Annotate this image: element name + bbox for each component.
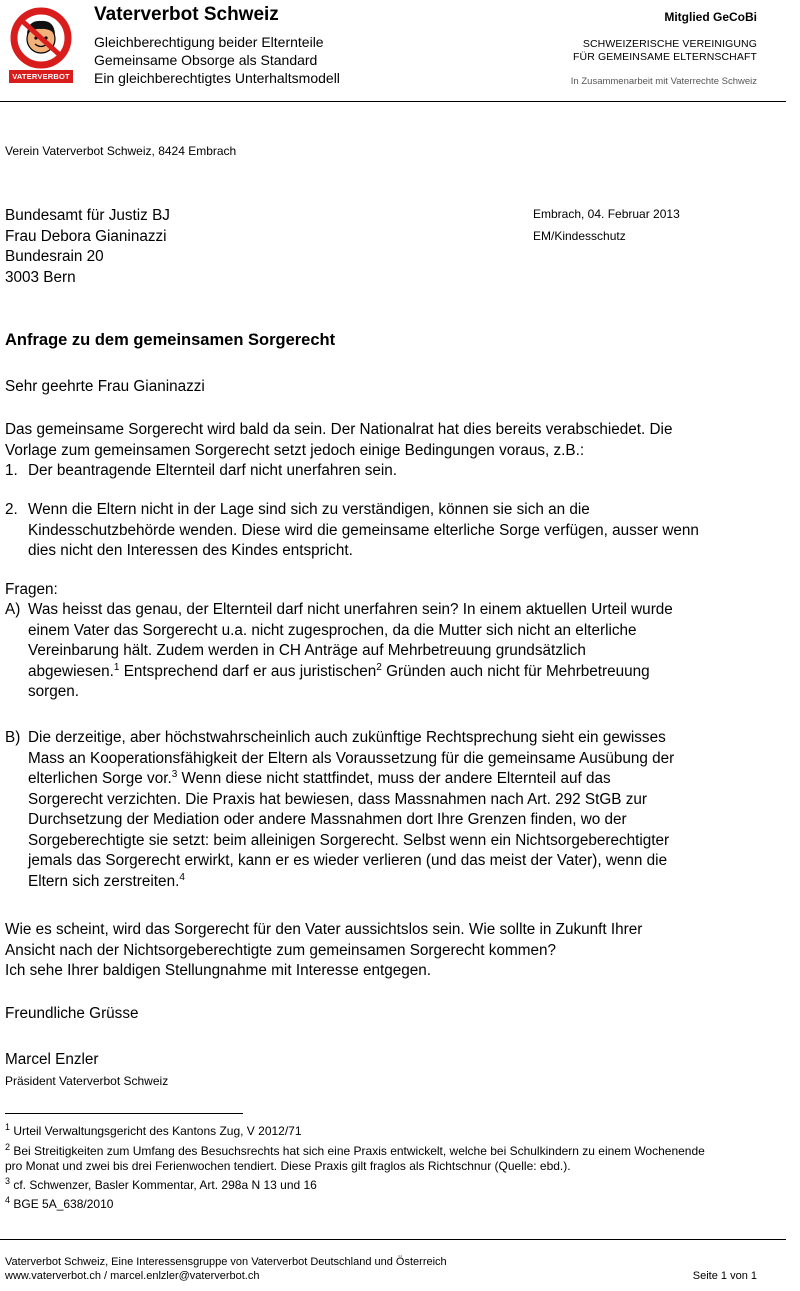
recipient-line: Bundesamt für Justiz BJ: [5, 207, 170, 224]
paragraph-line: Kindesschutzbehörde wenden. Diese wird die gemeinsame elterliche Sorge verfügen, ausser wenn: [28, 521, 699, 539]
footnote-divider: [5, 1113, 243, 1114]
intro-paragraph: [5, 420, 672, 461]
footnote-text: cf. Schwenzer, Basler Kommentar, Art. 298a N 13 und 16: [10, 1178, 317, 1192]
footnote-number: 4: [5, 1195, 11, 1205]
condition-1: [5, 461, 397, 482]
footnote-1: [5, 1124, 302, 1139]
text-run: Eltern sich zerstreiten.: [28, 872, 180, 890]
paragraph-line: [5, 872, 674, 893]
paragraph-line: jemals das Sorgerecht erwirkt, kann er es wieder verlieren (und das meist der Vater), wenn die: [28, 852, 668, 869]
paragraph-line: Vorlage zum gemeinsamen Sorgerecht setzt jedoch einige Bedingungen voraus, z.B.:: [5, 441, 585, 459]
paragraph-line: Sorgeberechtigte sie setzt: beim alleinigen Sorgerecht. Selbst wenn ein Nichtsorgeberechtigter: [28, 831, 670, 849]
paragraph-line: Sorgerecht verzichten. Die Praxis hat bewiesen, dass Massnahmen nach Art. 292 StGB zur: [28, 790, 647, 808]
sender-line: Verein Vaterverbot Schweiz, 8424 Embrach: [5, 144, 237, 158]
tagline-1: Gleichberechtigung beider Elternteile: [94, 34, 324, 50]
footnote-3: [5, 1178, 317, 1193]
organization-name: Vaterverbot Schweiz: [94, 4, 279, 25]
footnote-4: [5, 1197, 113, 1212]
text-run: Wenn diese nicht stattfindet, muss der andere Elternteil auf das: [177, 770, 611, 787]
paragraph-line: dies nicht den Interessen des Kindes entspricht.: [28, 542, 353, 559]
paragraph-line: sorgen.: [28, 683, 80, 700]
recipient-line: 3003 Bern: [5, 268, 76, 286]
footer-organization: Vaterverbot Schweiz, Eine Interessensgruppe von Vaterverbot Deutschland und Österreich: [5, 1256, 447, 1268]
list-number: 1.: [5, 462, 18, 479]
footnote-ref-4: 4: [179, 871, 185, 883]
question-b: [5, 728, 674, 892]
text-run: Entsprechend darf er aus juristischen: [119, 662, 377, 680]
closing-greeting: Freundliche Grüsse: [5, 1005, 139, 1022]
questions-label: Fragen:: [5, 581, 58, 598]
paragraph-line: Vereinbarung hält. Zudem werden in CH Anträge auf Mehrbetreuung grundsätzlich: [28, 642, 586, 659]
paragraph-line: einem Vater das Sorgerecht u.a. nicht zugesprochen, da die Mutter sich nicht an elterliche: [28, 621, 637, 639]
paragraph-line: Der beantragende Elternteil darf nicht unerfahren sein.: [28, 462, 398, 479]
association-line-2: FÜR GEMEINSAME ELTERNSCHAFT: [573, 51, 757, 63]
paragraph-line: Die derzeitige, aber höchstwahrscheinlich auch zukünftige Rechtsprechung sieht ein gewisses: [28, 729, 666, 746]
footnote-text: BGE 5A_638/2010: [10, 1197, 114, 1211]
association-line-1: SCHWEIZERISCHE VEREINIGUNG: [582, 38, 757, 50]
question-letter: A): [5, 601, 21, 618]
paragraph-line: Wenn die Eltern nicht in der Lage sind sich zu verständigen, können sie sich an die: [28, 501, 590, 518]
question-letter: B): [5, 729, 21, 746]
footnote-ref-1: 1: [113, 661, 120, 673]
paragraph-line: Mass an Kooperationsfähigkeit der Eltern als Voraussetzung für die gemeinsame Ausübung der: [28, 749, 675, 767]
reference-code: EM/Kindesschutz: [533, 229, 626, 243]
recipient-line: Frau Debora Gianinazzi: [5, 227, 167, 245]
paragraph-line: Das gemeinsame Sorgerecht wird bald da sein. Der Nationalrat hat dies bereits verabschiedet. Die: [5, 421, 673, 438]
membership-label: Mitglied GeCoBi: [664, 10, 757, 24]
footnote-ref-3: 3: [171, 769, 178, 780]
condition-2: [5, 500, 699, 562]
question-a: [5, 600, 673, 703]
footnote-text: pro Monat und zwei bis drei Ferienwochen tendiert. Diese Praxis gilt fraglos als Richtschnur (Quelle: ebd.).: [5, 1159, 571, 1173]
footnote-ref-2: 2: [376, 661, 382, 673]
list-number: 2.: [5, 501, 18, 518]
paragraph-line: Was heisst das genau, der Elternteil darf nicht unerfahren sein? In einem aktuellen Urteil wurde: [28, 601, 673, 618]
recipient-line: Bundesrain 20: [5, 248, 104, 265]
text-run: elterlichen Sorge vor.: [28, 770, 172, 787]
header-divider: [0, 101, 786, 102]
paragraph-line: [5, 769, 674, 790]
tagline-3: Ein gleichberechtigtes Unterhaltsmodell: [94, 70, 340, 86]
signer-name: Marcel Enzler: [5, 1051, 99, 1068]
collaboration-note: In Zusammenarbeit mit Vaterrechte Schweiz: [570, 76, 757, 87]
page-number: Seite 1 von 1: [692, 1270, 757, 1282]
footnote-number: 3: [5, 1176, 11, 1186]
paragraph-line: [5, 662, 673, 683]
footnote-text: Bei Streitigkeiten zum Umfang des Besuchsrechts hat sich eine Praxis entwickelt, welche bei Schulkindern zu einem Wochenende: [10, 1144, 705, 1158]
letter-date: Embrach, 04. Februar 2013: [533, 207, 680, 221]
footnote-text: Urteil Verwaltungsgericht des Kantons Zug, V 2012/71: [10, 1124, 302, 1138]
footnote-2: [5, 1144, 705, 1174]
footer-contact: www.vaterverbot.ch / marcel.enlzler@vaterverbot.ch: [5, 1270, 260, 1282]
text-run: abgewiesen.: [28, 662, 114, 680]
closing-paragraph: [5, 920, 642, 982]
paragraph-line: Ich sehe Ihrer baldigen Stellungnahme mit Interesse entgegen.: [5, 962, 432, 979]
vaterverbot-logo: [8, 6, 74, 84]
paragraph-line: Durchsetzung der Mediation oder andere Massnahmen dort Ihre Grenzen finden, wo der: [28, 811, 627, 828]
footnote-number: 2: [5, 1142, 11, 1152]
paragraph-line: Wie es scheint, wird das Sorgerecht für den Vater aussichtslos sein. Wie sollte in Zukunft Ihrer: [5, 921, 643, 938]
recipient-address: [5, 206, 170, 288]
salutation: Sehr geehrte Frau Gianinazzi: [5, 378, 205, 395]
letter-subject: Anfrage zu dem gemeinsamen Sorgerecht: [5, 331, 336, 349]
text-run: Gründen auch nicht für Mehrbetreuung: [381, 662, 650, 680]
paragraph-line: Ansicht nach der Nichtsorgeberechtigte zum gemeinsamen Sorgerecht kommen?: [5, 941, 556, 959]
logo-wordmark: VATERVERBOT: [12, 72, 70, 81]
signer-title: Präsident Vaterverbot Schweiz: [5, 1074, 169, 1088]
footer-divider: [0, 1239, 786, 1240]
tagline-2: Gemeinsame Obsorge als Standard: [94, 52, 318, 68]
footnote-number: 1: [5, 1122, 11, 1132]
